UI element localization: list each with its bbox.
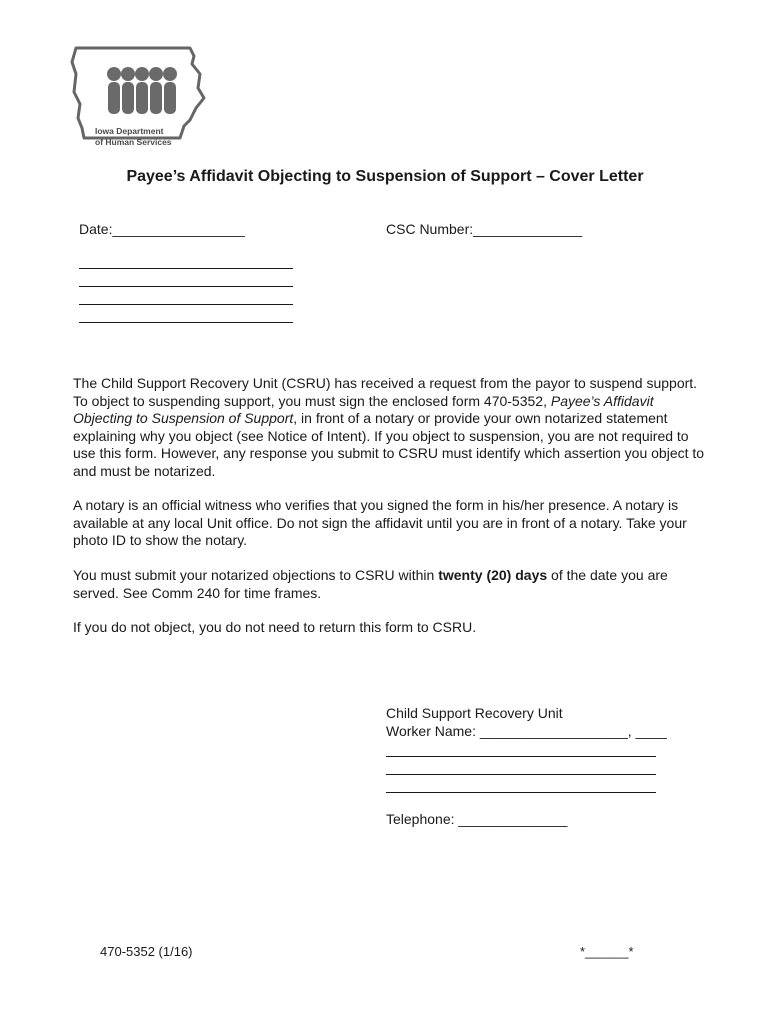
paragraph-4 (73, 619, 708, 637)
p3-text-b: of the date you are served. See Comm 240 for time frames. (73, 567, 668, 601)
document-title: Payee’s Affidavit Objecting to Suspension of Support – Cover Letter (126, 168, 644, 185)
form-number: 470-5352 (1/16) (100, 944, 193, 959)
worker-name-field: Worker Name: ___________________, ____ (386, 723, 667, 739)
p4-text: If you do not object, you do not need to return this form to CSRU. (73, 619, 477, 635)
address-line-1 (79, 268, 293, 269)
worker-address-line-1 (386, 756, 656, 757)
unit-name: Child Support Recovery Unit (386, 705, 563, 721)
barcode-code: *______* (580, 944, 634, 959)
address-line-3 (79, 304, 293, 305)
worker-address-line-2 (386, 774, 656, 775)
telephone-field: Telephone: ______________ (386, 811, 568, 827)
date-field: Date:_________________ (79, 221, 245, 237)
p2-text: A notary is an official witness who verifies that you signed the form in his/her presence. A notary is available at any local Unit office. Do not sign the affidavit until you are in front of a notary. Take your photo ID to show the notary. (73, 497, 687, 548)
deadline-bold: twenty (20) days (438, 567, 548, 583)
csc-number-field: CSC Number:______________ (386, 221, 583, 237)
form-title-italic: Payee’s Affidavit Objecting to Suspension of Support (73, 392, 654, 426)
paragraph-2 (73, 497, 708, 550)
logo-line-1: Iowa Department (95, 126, 164, 136)
logo-line-2: of Human Services (95, 137, 172, 147)
worker-address-line-3 (386, 792, 656, 793)
p3-text-a: You must submit your notarized objections to CSRU within (73, 567, 439, 583)
address-line-2 (79, 286, 293, 287)
p1-text-b: , in front of a notary or provide your own notarized statement explaining why you object (see Notice of Intent). If you object to suspension, you are not required to use this form. However, any response you submit to CSRU must identify which assertion you object to and must be notarized. (73, 410, 705, 479)
logo-text (95, 126, 172, 148)
paragraph-1 (73, 375, 708, 480)
p1-text-a: The Child Support Recovery Unit (CSRU) has received a request from the payor to suspend support. To object to suspending support, you must sign the enclosed form 470-5352, (73, 375, 698, 409)
paragraph-3 (73, 567, 708, 602)
address-line-4 (79, 322, 293, 323)
